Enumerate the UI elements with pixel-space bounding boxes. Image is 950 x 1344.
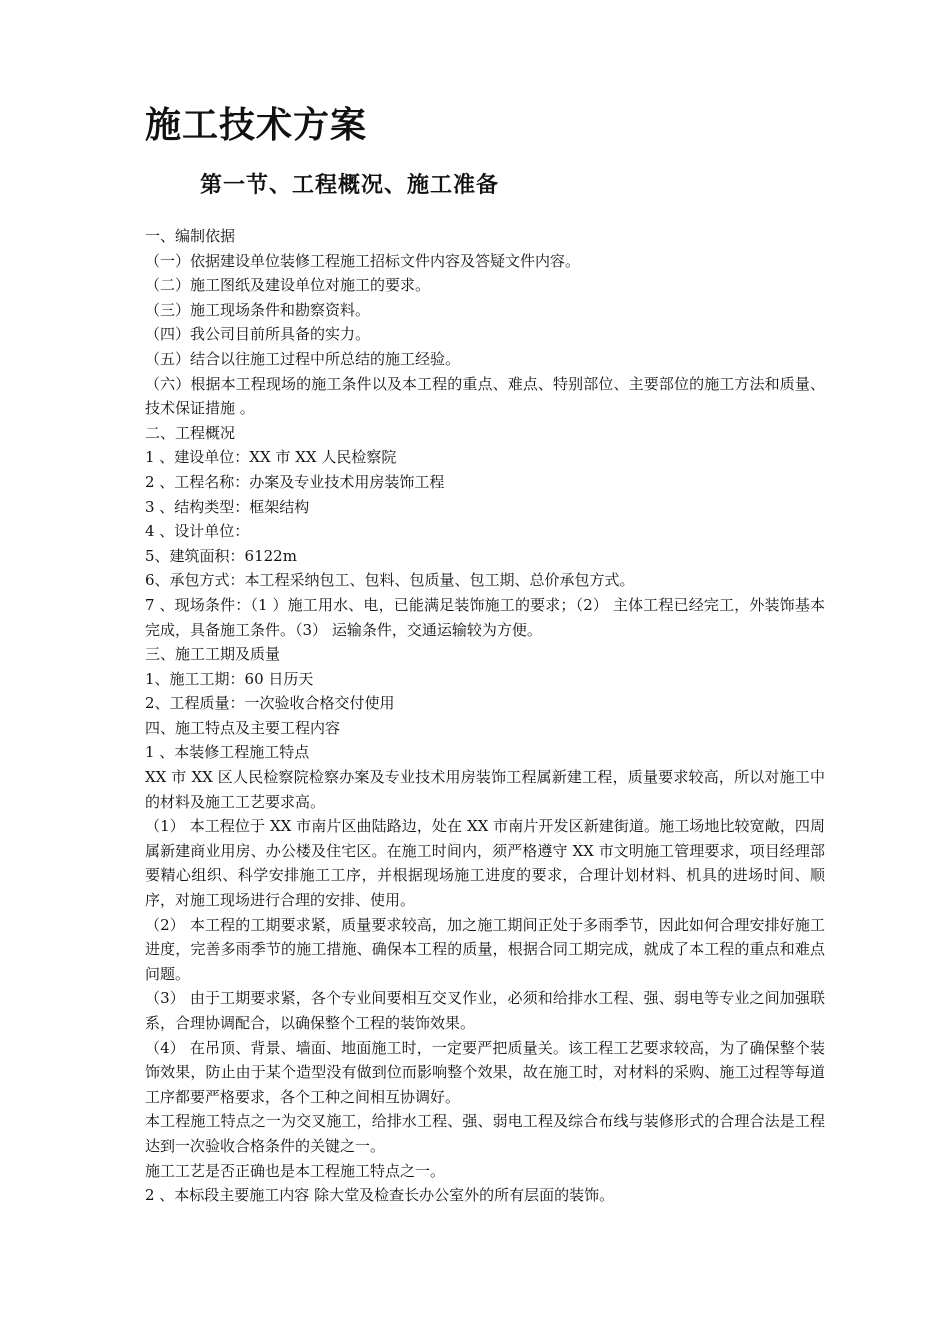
feature-4: （4） 在吊顶、背景、墙面、地面施工时，一定要严把质量关。该工程工艺要求较高，为了确保整个装饰效果，防止由于某个造型没有做到位而影响整个效果，故在施工时，对材料的采购、施工过程等每道工序都要严格要求，各个工种之间相互协调好。 (145, 1038, 825, 1106)
document-page (145, 100, 825, 1208)
overview-structure: 3 、结构类型：框架结构 (145, 497, 310, 516)
document-body (145, 224, 825, 1208)
overview-client: 1 、建设单位：XX 市 XX 人民检察院 (145, 448, 397, 467)
section-title: 第一节、工程概况、施工准备 (200, 172, 500, 198)
overview-site-conditions: 7 、现场条件：（1 ）施工用水、电，已能满足装饰施工的要求；（2） 主体工程已经完工，外装饰基本完成，具备施工条件。（3） 运输条件，交通运输较为方便。 (145, 595, 825, 639)
basis-item-1: （一）依据建设单位装修工程施工招标文件内容及答疑文件内容。 (145, 251, 581, 270)
overview-project-name: 2 、工程名称：办案及专业技术用房装饰工程 (145, 472, 445, 491)
feature-process: 施工工艺是否正确也是本工程施工特点之一。 (145, 1161, 446, 1180)
scope-main-content: 2 、本标段主要施工内容 除大堂及检查长办公室外的所有层面的装饰。 (145, 1186, 615, 1205)
feature-2: （2） 本工程的工期要求紧，质量要求较高，加之施工期间正处于多雨季节，因此如何合理安排好施工进度，完善多雨季节的施工措施、确保本工程的质量，根据合同工期完成，就成了本工程的重点和难点问题。 (145, 915, 825, 983)
basis-item-4: （四）我公司目前所具备的实力。 (145, 325, 371, 344)
heading-features: 四、施工特点及主要工程内容 (145, 718, 341, 737)
basis-item-6: （六）根据本工程现场的施工条件以及本工程的重点、难点、特别部位、主要部位的施工方法和质量、技术保证措施 。 (145, 374, 825, 418)
basis-item-2: （二）施工图纸及建设单位对施工的要求。 (145, 276, 431, 295)
schedule-duration: 1、施工工期：60 日历天 (145, 669, 314, 688)
feature-3: （3） 由于工期要求紧，各个专业间要相互交叉作业，必须和给排水工程、强、弱电等专业之间加强联系，合理协调配合，以确保整个工程的装饰效果。 (145, 989, 825, 1032)
overview-designer: 4 、设计单位： (145, 522, 250, 541)
document-title: 施工技术方案 (145, 104, 368, 146)
heading-overview: 二、工程概况 (145, 423, 236, 442)
basis-item-3: （三）施工现场条件和勘察资料。 (145, 300, 371, 319)
features-intro: XX 市 XX 区人民检察院检察办案及专业技术用房装饰工程属新建工程，质量要求较高，所以对施工中的材料及施工工艺要求高。 (145, 768, 825, 811)
overview-contract: 6、承包方式：本工程采纳包工、包料、包质量、包工期、总价承包方式。 (145, 571, 635, 590)
schedule-quality: 2、工程质量：一次验收合格交付使用 (145, 694, 395, 713)
feature-1: （1） 本工程位于 XX 市南片区曲陆路边，处在 XX 市南片开发区新建街道。施工场地比较宽敞，四周属新建商业用房、办公楼及住宅区。在施工时间内，须严格遵守 XX 市文明施工管理要求，项目经理部要精心组织、科学安排施工工序，并根据现场施工进度的要求，合理计划材料、机具的进场时间、顺序，对施工现场进行合理的安排、使用。 (145, 817, 825, 910)
heading-schedule-quality: 三、施工工期及质量 (145, 645, 281, 664)
basis-item-5: （五）结合以往施工过程中所总结的施工经验。 (145, 349, 461, 368)
feature-cross-construction: 本工程施工特点之一为交叉施工，给排水工程、强、弱电工程及综合布线与装修形式的合理合法是工程达到一次验收合格条件的关键之一。 (145, 1112, 825, 1155)
features-subheading: 1 、本装修工程施工特点 (145, 743, 310, 762)
overview-area: 5、建筑面积：6122m (145, 546, 297, 565)
heading-basis: 一、编制依据 (145, 227, 236, 245)
